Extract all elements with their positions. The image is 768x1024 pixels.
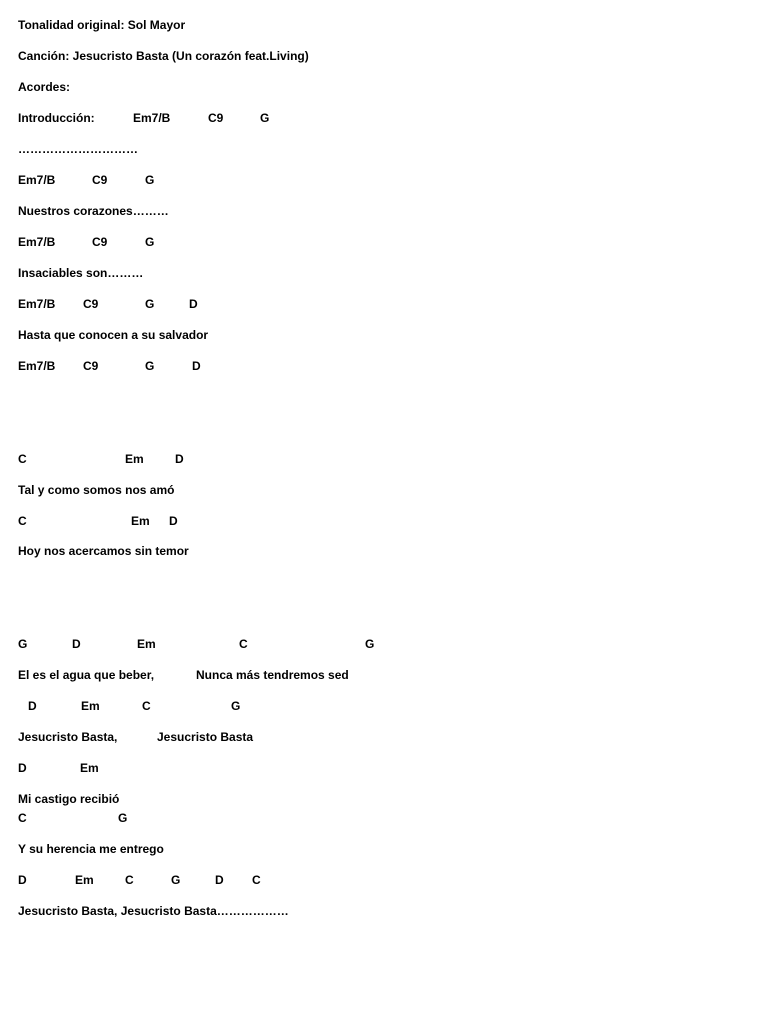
lyric-line: Nuestros corazones……… xyxy=(18,204,169,218)
chord: G xyxy=(145,235,155,249)
chord: Em7/B xyxy=(133,111,171,125)
chord: C9 xyxy=(92,173,108,187)
lyric-line: Insaciables son……… xyxy=(18,266,144,280)
chord: Em xyxy=(80,761,99,775)
song-title: Canción: Jesucristo Basta (Un corazón feat.Living) xyxy=(18,49,309,63)
chord: G xyxy=(365,637,375,651)
chord: Em7/B xyxy=(18,173,56,187)
lyric-line: Hasta que conocen a su salvador xyxy=(18,328,209,342)
chord: G xyxy=(260,111,270,125)
chord: G xyxy=(145,359,155,373)
key-line: Tonalidad original: Sol Mayor xyxy=(18,18,186,32)
intro-dots: ………………………… xyxy=(18,142,138,156)
chord: D xyxy=(72,637,81,651)
chord: Em7/B xyxy=(18,297,56,311)
chord: Em xyxy=(137,637,156,651)
chord: G xyxy=(145,173,155,187)
intro-label: Introducción: xyxy=(18,111,95,125)
chord: D xyxy=(215,873,224,887)
chord: Em xyxy=(81,699,100,713)
chord: C xyxy=(125,873,134,887)
chord: C9 xyxy=(208,111,224,125)
chord: D xyxy=(192,359,201,373)
lyric-line: Mi castigo recibió xyxy=(18,792,120,806)
chord: G xyxy=(118,811,128,825)
chord: D xyxy=(169,514,178,528)
chord: D xyxy=(18,761,27,775)
chord: Em7/B xyxy=(18,235,56,249)
chord: C xyxy=(252,873,261,887)
chord: D xyxy=(175,452,184,466)
chord: C xyxy=(142,699,151,713)
chord: C9 xyxy=(83,297,99,311)
chord: C xyxy=(18,811,27,825)
chord: G xyxy=(18,637,28,651)
chord: C xyxy=(18,452,27,466)
chord: G xyxy=(171,873,181,887)
lyric-line: El es el agua que beber, xyxy=(18,668,155,682)
chord: C xyxy=(239,637,248,651)
chord: C9 xyxy=(83,359,99,373)
chord: G xyxy=(231,699,241,713)
lyric-line: Y su herencia me entrego xyxy=(18,842,164,856)
lyric-line: Hoy nos acercamos sin temor xyxy=(18,544,189,558)
lyric-line-continuation: Nunca más tendremos sed xyxy=(196,668,349,682)
chord: C9 xyxy=(92,235,108,249)
chord: Em xyxy=(131,514,150,528)
chord: Em xyxy=(75,873,94,887)
lyric-line: Tal y como somos nos amó xyxy=(18,483,175,497)
chord: Em xyxy=(125,452,144,466)
lyric-line-continuation: Jesucristo Basta xyxy=(157,730,254,744)
chord: D xyxy=(18,873,27,887)
lyric-line: Jesucristo Basta, Jesucristo Basta……………… xyxy=(18,904,289,918)
lyric-line: Jesucristo Basta, xyxy=(18,730,118,744)
chord: C xyxy=(18,514,27,528)
chord: D xyxy=(189,297,198,311)
chord: Em7/B xyxy=(18,359,56,373)
chord: D xyxy=(28,699,37,713)
chords-label: Acordes: xyxy=(18,80,71,94)
chord: G xyxy=(145,297,155,311)
